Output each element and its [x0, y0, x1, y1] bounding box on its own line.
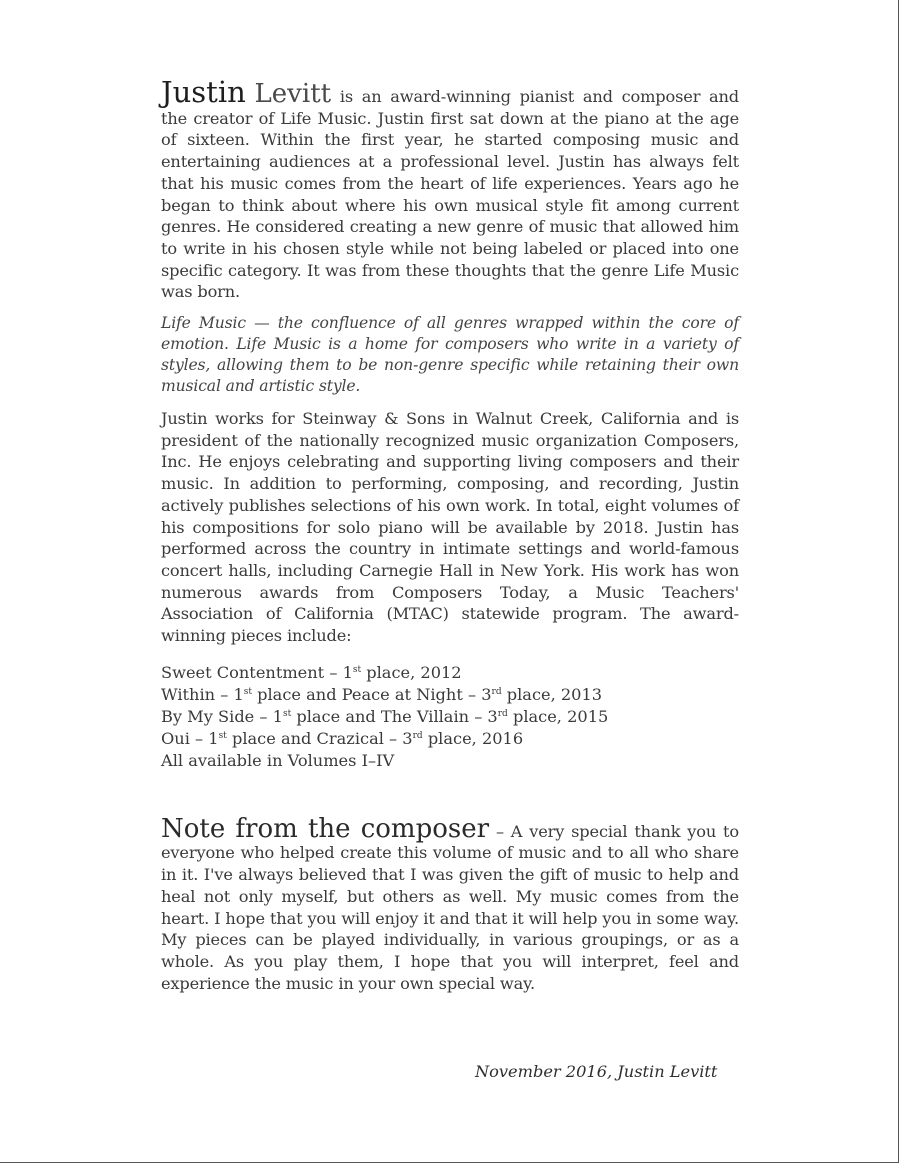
award-item: Oui – 1st place and Crazical – 3rd place, 2016 — [161, 728, 524, 748]
first-name: Justin — [161, 75, 246, 109]
signature: November 2016, Justin Levitt — [475, 1062, 718, 1081]
life-music-quote: Life Music — the confluence of all genres wrapped within the core of emotion. Life Music is a home for composers who write in a variety of styles, allowing them to be non-genre specific while retaining their own musical and artistic style. — [161, 314, 739, 396]
award-item: Within – 1st place and Peace at Night – 3rd place, 2013 — [161, 684, 603, 704]
note-text: – A very special thank you to everyone who helped create this volume of music and to all who share in it. I've always believed that I was given the gift of music to help and heal not only myself, but others as well. My music comes from the heart. I hope that you will enjoy it and that it will help you in some way. My pieces can be played individually, in various groupings, or as a whole. As you play them, I hope that you will interpret, feel and experience the music in your own special way. — [161, 821, 740, 993]
composer-note — [161, 813, 740, 995]
award-item: By My Side – 1st place and The Villain – 3rd place, 2015 — [161, 706, 609, 726]
award-volumes-note: All available in Volumes I–IV — [161, 750, 395, 770]
work-paragraph: Justin works for Steinway & Sons in Walnut Creek, California and is president of the nationally recognized music organization Composers, Inc. He enjoys celebrating and supporting living composers and their music. In addition to performing, composing, and recording, Justin actively publishes selections of his own work. In total, eight volumes of his compositions for solo piano will be available by 2018. Justin has performed across the country in intimate settings and world-famous concert halls, including Carnegie Hall in New York. His work has won numerous awards from Composers Today, a Music Teachers' Association of California (MTAC) statewide program. The award-winning pieces include: — [161, 409, 739, 646]
awards-list — [161, 662, 739, 772]
award-item: Sweet Contentment – 1st place, 2012 — [161, 662, 462, 682]
bio-text: is an award-winning pianist and composer and the creator of Life Music. Justin first sat down at the piano at the age of sixteen. Within the first year, he started composing music and entertaining audiences at a professional level. Justin has always felt that his music comes from the heart of life experiences. Years ago he began to think about where his own musical style fit among current genres. He considered creating a new genre of music that allowed him to write in his chosen style while not being labeled or placed into one specific category. It was from these thoughts that the genre Life Music was born. — [161, 87, 739, 302]
last-name: Levitt — [254, 79, 332, 109]
bio-paragraph — [161, 75, 739, 303]
page-content — [161, 75, 740, 994]
note-heading: Note from the composer — [161, 813, 490, 844]
